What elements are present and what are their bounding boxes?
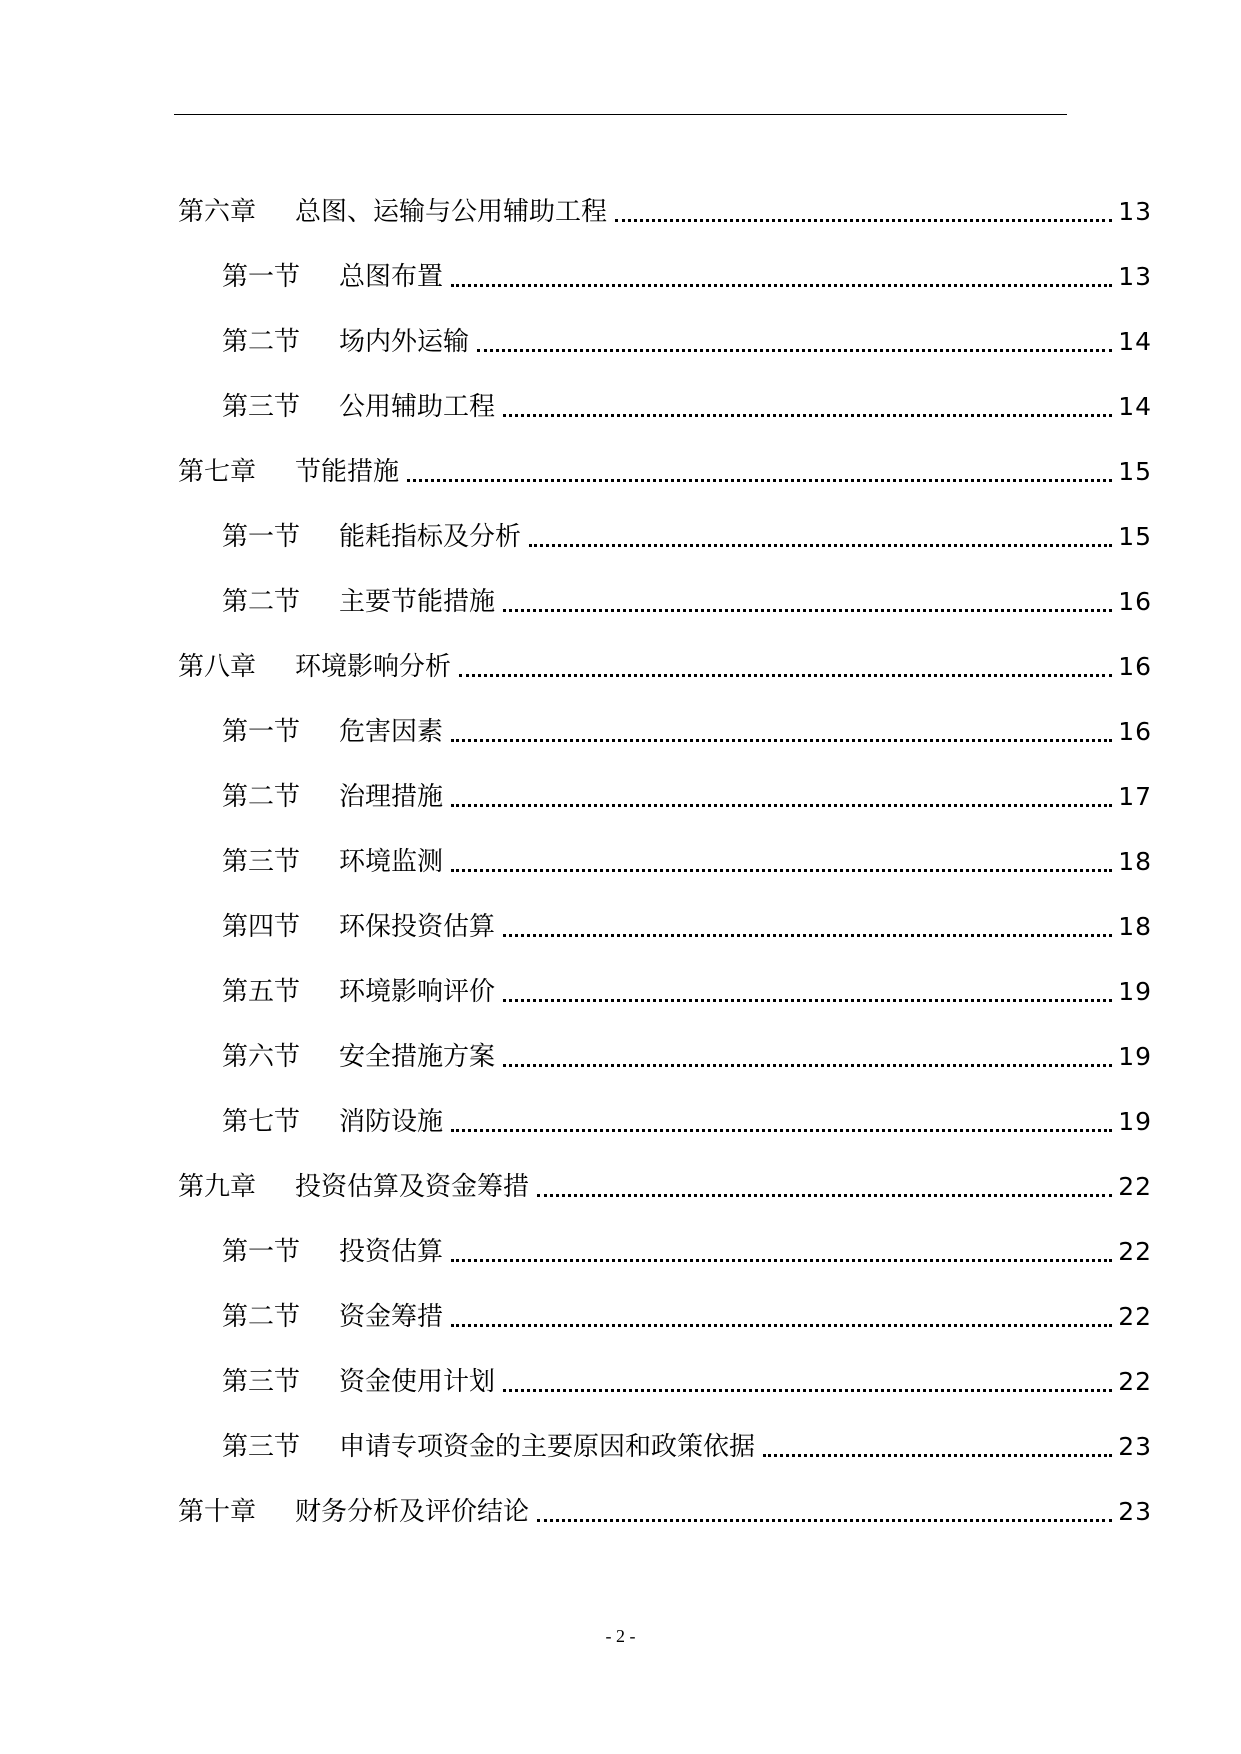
toc-entry-page-number: 23 <box>1118 1432 1152 1461</box>
toc-dot-leader <box>503 592 1112 612</box>
toc-entry-label: 第五节 <box>222 977 301 1007</box>
toc-entry-label: 第一节 <box>222 522 301 552</box>
toc-entry-page-number: 19 <box>1118 1042 1152 1071</box>
toc-entry-title: 公用辅助工程 <box>339 392 496 422</box>
toc-entry-label: 第三节 <box>222 1367 301 1397</box>
toc-entry-page-number: 14 <box>1118 392 1152 421</box>
toc-entry-label: 第七节 <box>222 1107 301 1137</box>
toc-entry-label: 第七章 <box>178 457 257 487</box>
toc-entry-page-number: 22 <box>1118 1237 1152 1266</box>
toc-entry-label: 第三节 <box>222 847 301 877</box>
toc-entry-label: 第四节 <box>222 912 301 942</box>
toc-section-entry[interactable] <box>222 838 1152 878</box>
toc-section-entry[interactable] <box>222 1358 1152 1398</box>
toc-entry-label: 第一节 <box>222 717 301 747</box>
toc-entry-title: 环境监测 <box>339 847 444 877</box>
toc-entry-label: 第八章 <box>178 652 257 682</box>
toc-entry-page-number: 17 <box>1118 782 1152 811</box>
toc-section-entry[interactable] <box>222 1033 1152 1073</box>
toc-entry-page-number: 16 <box>1118 717 1152 746</box>
toc-dot-leader <box>529 527 1112 547</box>
toc-entry-title: 总图布置 <box>339 262 444 292</box>
toc-dot-leader <box>537 1177 1112 1197</box>
toc-entry-page-number: 16 <box>1118 652 1152 681</box>
header-rule <box>174 114 1067 115</box>
toc-entry-page-number: 23 <box>1118 1497 1152 1526</box>
toc-entry-label: 第十章 <box>178 1497 257 1527</box>
toc-section-entry[interactable] <box>222 1228 1152 1268</box>
toc-entry-page-number: 22 <box>1118 1302 1152 1331</box>
toc-entry-title: 场内外运输 <box>339 327 470 357</box>
toc-dot-leader <box>451 852 1112 872</box>
toc-entry-title: 危害因素 <box>339 717 444 747</box>
toc-section-entry[interactable] <box>222 773 1152 813</box>
toc-entry-title: 治理措施 <box>339 782 444 812</box>
toc-dot-leader <box>451 1242 1112 1262</box>
toc-entry-title: 申请专项资金的主要原因和政策依据 <box>339 1432 756 1462</box>
toc-dot-leader <box>503 1047 1112 1067</box>
toc-entry-label: 第二节 <box>222 327 301 357</box>
page-number: - 2 - <box>605 1626 636 1646</box>
toc-dot-leader <box>451 267 1112 287</box>
toc-entry-title: 节能措施 <box>295 457 400 487</box>
toc-entry-title: 投资估算 <box>339 1237 444 1267</box>
toc-section-entry[interactable] <box>222 968 1152 1008</box>
toc-dot-leader <box>503 917 1112 937</box>
toc-entry-label: 第二节 <box>222 1302 301 1332</box>
toc-entry-title: 总图、运输与公用辅助工程 <box>295 197 608 227</box>
toc-entry-title: 投资估算及资金筹措 <box>295 1172 530 1202</box>
toc-dot-leader <box>503 397 1112 417</box>
toc-section-entry[interactable] <box>222 708 1152 748</box>
toc-dot-leader <box>477 332 1112 352</box>
toc-section-entry[interactable] <box>222 318 1152 358</box>
toc-entry-page-number: 18 <box>1118 912 1152 941</box>
toc-dot-leader <box>407 462 1112 482</box>
toc-section-entry[interactable] <box>222 383 1152 423</box>
toc-entry-page-number: 18 <box>1118 847 1152 876</box>
toc-entry-title: 主要节能措施 <box>339 587 496 617</box>
toc-entry-page-number: 15 <box>1118 457 1152 486</box>
toc-section-entry[interactable] <box>222 1293 1152 1333</box>
toc-entry-title: 环保投资估算 <box>339 912 496 942</box>
toc-chapter-entry[interactable] <box>178 643 1152 683</box>
toc-entry-label: 第三节 <box>222 392 301 422</box>
toc-chapter-entry[interactable] <box>178 1163 1152 1203</box>
toc-entry-label: 第二节 <box>222 587 301 617</box>
toc-entry-label: 第一节 <box>222 1237 301 1267</box>
toc-entry-page-number: 22 <box>1118 1367 1152 1396</box>
toc-entry-page-number: 15 <box>1118 522 1152 551</box>
toc-dot-leader <box>503 1372 1112 1392</box>
toc-dot-leader <box>451 722 1112 742</box>
toc-section-entry[interactable] <box>222 513 1152 553</box>
toc-entry-label: 第二节 <box>222 782 301 812</box>
toc-dot-leader <box>615 202 1112 222</box>
toc-section-entry[interactable] <box>222 903 1152 943</box>
toc-dot-leader <box>459 657 1112 677</box>
toc-dot-leader <box>451 1307 1112 1327</box>
toc-entry-label: 第六节 <box>222 1042 301 1072</box>
toc-entry-title: 环境影响分析 <box>295 652 452 682</box>
toc-entry-title: 能耗指标及分析 <box>339 522 522 552</box>
toc-section-entry[interactable] <box>222 253 1152 293</box>
toc-entry-title: 财务分析及评价结论 <box>295 1497 530 1527</box>
toc-entry-title: 消防设施 <box>339 1107 444 1137</box>
toc-entry-label: 第六章 <box>178 197 257 227</box>
toc-dot-leader <box>763 1437 1112 1457</box>
toc-entry-title: 资金使用计划 <box>339 1367 496 1397</box>
toc-chapter-entry[interactable] <box>178 448 1152 488</box>
toc-entry-page-number: 22 <box>1118 1172 1152 1201</box>
toc-entry-page-number: 13 <box>1118 262 1152 291</box>
toc-section-entry[interactable] <box>222 1423 1152 1463</box>
toc-entry-title: 安全措施方案 <box>339 1042 496 1072</box>
toc-entry-label: 第三节 <box>222 1432 301 1462</box>
toc-entry-page-number: 19 <box>1118 1107 1152 1136</box>
toc-entry-label: 第九章 <box>178 1172 257 1202</box>
toc-chapter-entry[interactable] <box>178 1488 1152 1528</box>
toc-entry-page-number: 13 <box>1118 197 1152 226</box>
toc-section-entry[interactable] <box>222 1098 1152 1138</box>
toc-entry-page-number: 19 <box>1118 977 1152 1006</box>
toc-dot-leader <box>503 982 1112 1002</box>
toc-chapter-entry[interactable] <box>178 188 1152 228</box>
toc-entry-title: 环境影响评价 <box>339 977 496 1007</box>
toc-dot-leader <box>451 787 1112 807</box>
toc-section-entry[interactable] <box>222 578 1152 618</box>
toc-dot-leader <box>451 1112 1112 1132</box>
toc-entry-title: 资金筹措 <box>339 1302 444 1332</box>
toc-entry-page-number: 16 <box>1118 587 1152 616</box>
toc-entry-page-number: 14 <box>1118 327 1152 356</box>
toc-entry-label: 第一节 <box>222 262 301 292</box>
toc-dot-leader <box>537 1502 1112 1522</box>
